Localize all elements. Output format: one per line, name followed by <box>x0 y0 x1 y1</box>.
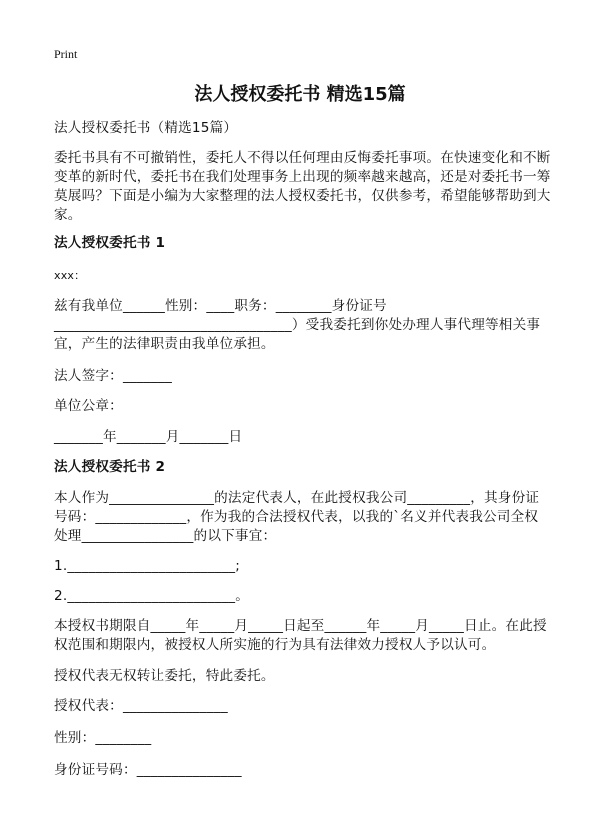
page-title: 法人授权委托书 精选15篇 <box>194 84 406 105</box>
section1-date: _______年_______月_______日 <box>54 429 243 445</box>
section2-no-transfer: 授权代表无权转让委托，特此委托。 <box>54 668 275 684</box>
section1-body-line: __________________________________）受我委托到你处办理人事代理等相关事 <box>54 317 541 333</box>
section1-signature: 法人签字：_______ <box>54 368 172 384</box>
intro-line: 莫展吗？下面是小编为大家整理的法人授权委托书，仅供参考，希望能够帮助到大 <box>54 188 551 204</box>
section2-body-line: 处理________________的以下事宜： <box>54 528 277 544</box>
section1-body-line: 宜，产生的法律职责由我单位承担。 <box>54 336 275 352</box>
section2-id-number: 身份证号码：_______________ <box>54 762 242 778</box>
section2-period-line: 权范围和期限内，被授权人所实施的行为具有法律效力授权人予以认可。 <box>54 637 496 653</box>
section2-heading: 法人授权委托书 2 <box>54 459 166 475</box>
print-link[interactable]: Print <box>54 47 78 61</box>
section2-body-line: 本人作为_______________的法定代表人，在此授权我公司_________，其身份证 <box>54 490 540 506</box>
intro-line: 变革的新时代，委托书在我们处理事务上出现的频率越来越高，还是对委托书一筹 <box>54 169 551 185</box>
section1-salutation: xxx： <box>54 269 86 282</box>
section1-seal: 单位公章： <box>54 398 123 414</box>
section2-period-line: 本授权书期限自_____年_____月_____日起至______年_____月_____日止。在此授 <box>54 618 547 634</box>
intro-line: 家。 <box>54 207 82 223</box>
section2-body-line: 号码：_____________，作为我的合法授权代表，以我的`名义并代表我公司全权 <box>54 509 539 525</box>
section1-body-line: 兹有我单位______性别：____职务：________身份证号 <box>54 298 387 314</box>
section2-representative: 授权代表：_______________ <box>54 698 228 714</box>
section2-item-2: 2.________________________。 <box>54 588 250 604</box>
document-subtitle: 法人授权委托书（精选15篇） <box>54 120 238 136</box>
section2-gender: 性别：________ <box>54 730 152 746</box>
section2-item-1: 1.________________________; <box>54 558 241 574</box>
section1-heading: 法人授权委托书 1 <box>54 235 166 251</box>
intro-line: 委托书具有不可撤销性，委托人不得以任何理由反悔委托事项。在快速变化和不断 <box>54 150 551 166</box>
